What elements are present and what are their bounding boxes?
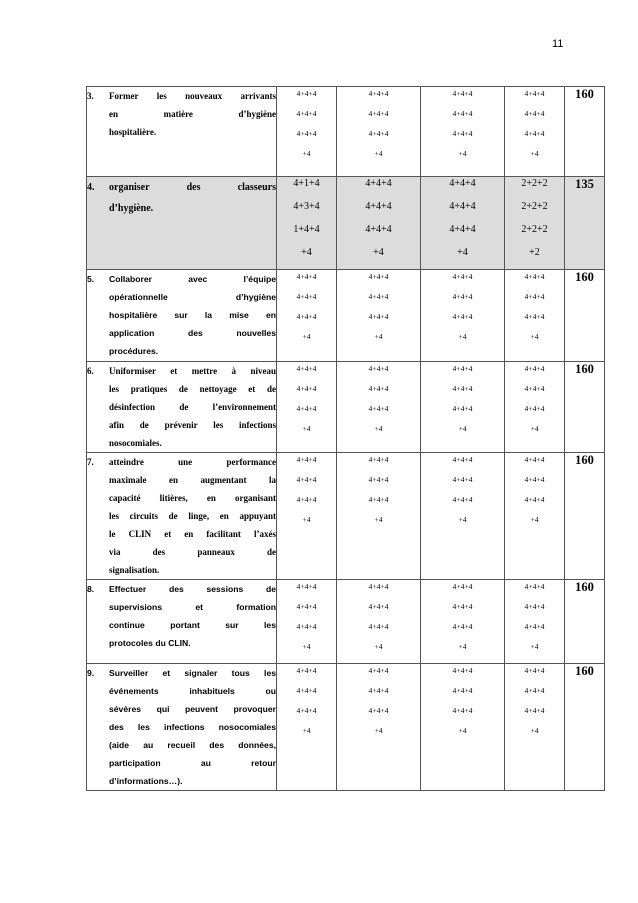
score-value: 4+1+4 (293, 178, 320, 189)
score-value: +4 (302, 515, 311, 524)
score-cell (421, 580, 505, 664)
score-value: 4+4+4 (452, 292, 473, 301)
objective-text (109, 362, 276, 452)
score-cell (421, 87, 505, 177)
score-value: 4+4+4 (368, 455, 389, 464)
score-value: 1+4+4 (293, 224, 320, 235)
objective-line: événements inhabituels ou (109, 686, 276, 696)
objective-line: afin de prévenir les infections (109, 420, 276, 430)
objective-cell (87, 664, 277, 791)
score-value: 4+4+4 (296, 272, 317, 281)
score-value: +4 (374, 149, 383, 158)
score-value: 4+4+4 (296, 622, 317, 631)
score-value: 4+4+4 (452, 706, 473, 715)
objective-number: 9. (87, 668, 95, 678)
score-value: 4+4+4 (452, 384, 473, 393)
score-value: +4 (302, 332, 311, 341)
score-cell (337, 177, 421, 270)
score-value: 4+4+4 (368, 272, 389, 281)
table-row (87, 362, 605, 453)
score-cell (421, 664, 505, 791)
score-value: +4 (374, 515, 383, 524)
score-value: 4+4+4 (452, 404, 473, 413)
score-cell (421, 362, 505, 453)
objective-cell (87, 453, 277, 580)
score-value: 4+4+4 (452, 495, 473, 504)
objective-line: hospitalière sur la mise en (109, 310, 276, 320)
score-value: +4 (374, 726, 383, 735)
score-value: 4+4+4 (449, 178, 476, 189)
score-value: +4 (301, 247, 312, 258)
score-value: 4+4+4 (296, 706, 317, 715)
score-value: +4 (530, 332, 539, 341)
score-cell (421, 270, 505, 362)
score-value: +4 (302, 726, 311, 735)
score-cell (277, 177, 337, 270)
score-value: +4 (302, 424, 311, 433)
score-value: 4+4+4 (296, 666, 317, 675)
score-value: 4+4+4 (452, 582, 473, 591)
score-cell (277, 580, 337, 664)
objective-line: Collaborer avec l’équipe (109, 274, 276, 284)
objective-number: 4. (87, 182, 95, 193)
score-value: 4+4+4 (296, 475, 317, 484)
table-row (87, 664, 605, 791)
score-value: 4+4+4 (524, 455, 545, 464)
score-cell (505, 177, 565, 270)
score-value: 4+4+4 (368, 129, 389, 138)
score-value: +4 (530, 424, 539, 433)
table-row (87, 270, 605, 362)
objective-line: via des panneaux de (109, 547, 276, 557)
objective-number: 6. (87, 366, 94, 376)
score-value: 4+4+4 (296, 129, 317, 138)
objective-line: d’informations…). (109, 776, 183, 786)
score-value: 4+4+4 (452, 622, 473, 631)
score-value: 4+4+4 (524, 89, 545, 98)
score-value: 4+4+4 (452, 312, 473, 321)
objective-text (109, 453, 276, 579)
objective-line: opérationnelle d’hygiène (109, 292, 276, 302)
total-score: 160 (565, 270, 605, 362)
score-value: +4 (458, 332, 467, 341)
objective-line: les pratiques de nettoyage et de (109, 384, 276, 394)
score-value: 4+4+4 (524, 686, 545, 695)
objective-line: nosocomiales. (109, 438, 162, 448)
score-cell (337, 453, 421, 580)
score-value: +4 (530, 149, 539, 158)
score-value: 4+4+4 (368, 404, 389, 413)
table-row (87, 177, 605, 270)
evaluation-table (86, 86, 605, 791)
score-value: 4+4+4 (449, 224, 476, 235)
score-value: 4+4+4 (452, 455, 473, 464)
score-cell (337, 580, 421, 664)
score-value: 4+4+4 (524, 622, 545, 631)
score-cell (277, 362, 337, 453)
score-value: 4+4+4 (449, 201, 476, 212)
score-value: 4+4+4 (368, 495, 389, 504)
objective-line: maximale en augmentant la (109, 475, 276, 485)
score-value: 4+4+4 (524, 582, 545, 591)
score-value: 4+4+4 (524, 404, 545, 413)
objective-line: supervisions et formation (109, 602, 276, 612)
objective-line: Former les nouveaux arrivants (109, 91, 276, 101)
score-cell (277, 453, 337, 580)
score-value: 4+4+4 (524, 364, 545, 373)
score-cell (505, 580, 565, 664)
score-value: +4 (458, 642, 467, 651)
objective-number: 8. (87, 584, 95, 594)
score-value: 2+2+2 (521, 201, 548, 212)
score-cell (505, 270, 565, 362)
score-value: 4+4+4 (524, 109, 545, 118)
score-value: 4+4+4 (368, 312, 389, 321)
objective-line: (aide au recueil des données, (109, 740, 276, 750)
score-value: 4+4+4 (524, 312, 545, 321)
score-cell (505, 664, 565, 791)
objective-text (109, 580, 276, 652)
score-value: +4 (302, 149, 311, 158)
score-value: 4+4+4 (296, 364, 317, 373)
score-value: +4 (530, 642, 539, 651)
score-value: 4+4+4 (296, 109, 317, 118)
score-value: 4+4+4 (296, 384, 317, 393)
objective-line: application des nouvelles (109, 328, 276, 338)
score-value: 4+4+4 (296, 455, 317, 464)
score-value: 4+4+4 (296, 582, 317, 591)
score-value: 4+4+4 (524, 495, 545, 504)
score-value: 4+4+4 (368, 364, 389, 373)
objective-number: 3. (87, 91, 94, 101)
objective-line: le CLIN et en facilitant l’axés (109, 529, 276, 539)
score-value: +4 (302, 642, 311, 651)
objective-line: Surveiller et signaler tous les (109, 668, 276, 678)
objective-cell (87, 87, 277, 177)
score-value: 4+4+4 (452, 666, 473, 675)
score-value: 4+4+4 (524, 666, 545, 675)
score-value: 4+4+4 (368, 706, 389, 715)
score-value: 4+4+4 (368, 686, 389, 695)
score-value: 4+4+4 (452, 602, 473, 611)
objective-line: capacité litières, en organisant (109, 493, 276, 503)
score-cell (277, 270, 337, 362)
score-value: +4 (374, 424, 383, 433)
objective-number: 7. (87, 457, 94, 467)
score-value: 4+4+4 (524, 475, 545, 484)
score-value: +4 (374, 332, 383, 341)
score-value: 4+4+4 (296, 602, 317, 611)
objective-line: des les infections nosocomiales (109, 722, 276, 732)
objective-text (109, 664, 276, 790)
table-row (87, 453, 605, 580)
score-value: +4 (530, 515, 539, 524)
score-cell (505, 362, 565, 453)
score-value: 4+4+4 (296, 292, 317, 301)
score-value: 4+4+4 (524, 129, 545, 138)
objective-line: en matière d’hygiène (109, 109, 276, 119)
score-value: 4+4+4 (452, 272, 473, 281)
objective-line: désinfection de l’environnement (109, 402, 276, 412)
score-cell (337, 362, 421, 453)
score-value: 4+4+4 (368, 109, 389, 118)
score-value: +4 (530, 726, 539, 735)
objective-number: 5. (87, 274, 95, 284)
score-value: 4+4+4 (368, 582, 389, 591)
objective-text (109, 87, 276, 141)
score-cell (505, 87, 565, 177)
objective-line: continue portant sur les (109, 620, 276, 630)
objective-line: les circuits de linge, en appuyant (109, 511, 276, 521)
score-cell (277, 87, 337, 177)
score-value: +4 (457, 247, 468, 258)
score-value: 4+4+4 (524, 602, 545, 611)
score-value: +2 (529, 247, 540, 258)
score-value: +4 (458, 149, 467, 158)
score-value: 2+2+2 (521, 178, 548, 189)
score-value: 4+4+4 (452, 364, 473, 373)
table-row (87, 580, 605, 664)
score-value: 4+4+4 (368, 622, 389, 631)
objective-line: organiser des classeurs (109, 182, 276, 193)
total-score: 160 (565, 453, 605, 580)
total-score: 160 (565, 580, 605, 664)
objective-line: participation au retour (109, 758, 276, 768)
score-value: 4+4+4 (368, 89, 389, 98)
table-row (87, 87, 605, 177)
objective-line: Uniformiser et mettre à niveau (109, 366, 276, 376)
objective-cell (87, 362, 277, 453)
total-score: 160 (565, 362, 605, 453)
objective-line: protocoles du CLIN. (109, 638, 191, 648)
score-value: +4 (458, 515, 467, 524)
score-cell (505, 453, 565, 580)
score-value: 4+4+4 (296, 89, 317, 98)
score-value: 4+4+4 (452, 129, 473, 138)
score-cell (337, 664, 421, 791)
score-value: 4+4+4 (296, 312, 317, 321)
score-cell (337, 87, 421, 177)
objective-line: d’hygiène. (109, 203, 154, 214)
score-value: 4+4+4 (296, 686, 317, 695)
score-value: 4+4+4 (452, 686, 473, 695)
total-score: 135 (565, 177, 605, 270)
score-value: 4+4+4 (365, 224, 392, 235)
score-value: 4+4+4 (524, 272, 545, 281)
score-value: 4+4+4 (368, 602, 389, 611)
score-value: 4+4+4 (452, 475, 473, 484)
score-cell (277, 664, 337, 791)
score-value: 4+4+4 (296, 495, 317, 504)
objective-text (109, 177, 276, 219)
total-score: 160 (565, 87, 605, 177)
score-value: 4+4+4 (524, 706, 545, 715)
score-value: 4+4+4 (368, 292, 389, 301)
score-value: 4+4+4 (365, 201, 392, 212)
objective-cell (87, 270, 277, 362)
score-value: 4+4+4 (368, 666, 389, 675)
objective-line: procédures. (109, 346, 159, 356)
score-value: +4 (458, 424, 467, 433)
score-value: 4+4+4 (296, 404, 317, 413)
total-score: 160 (565, 664, 605, 791)
score-cell (421, 177, 505, 270)
page-number: 11 (552, 38, 564, 50)
objective-line: hospitalière. (109, 127, 157, 137)
objective-line: signalisation. (109, 565, 160, 575)
score-cell (337, 270, 421, 362)
objective-line: Effectuer des sessions de (109, 584, 276, 594)
objective-cell (87, 177, 277, 270)
score-value: 4+4+4 (365, 178, 392, 189)
objective-line: atteindre une performance (109, 457, 276, 467)
score-value: 4+4+4 (524, 384, 545, 393)
score-value: 4+4+4 (452, 89, 473, 98)
score-value: +4 (374, 642, 383, 651)
objective-cell (87, 580, 277, 664)
score-value: 4+4+4 (452, 109, 473, 118)
score-cell (421, 453, 505, 580)
objective-line: sévères qui peuvent provoquer (109, 704, 276, 714)
score-value: 4+4+4 (368, 475, 389, 484)
score-value: 2+2+2 (521, 224, 548, 235)
score-value: 4+4+4 (368, 384, 389, 393)
score-value: +4 (373, 247, 384, 258)
objective-text (109, 270, 276, 360)
score-value: 4+3+4 (293, 201, 320, 212)
score-value: 4+4+4 (524, 292, 545, 301)
score-value: +4 (458, 726, 467, 735)
